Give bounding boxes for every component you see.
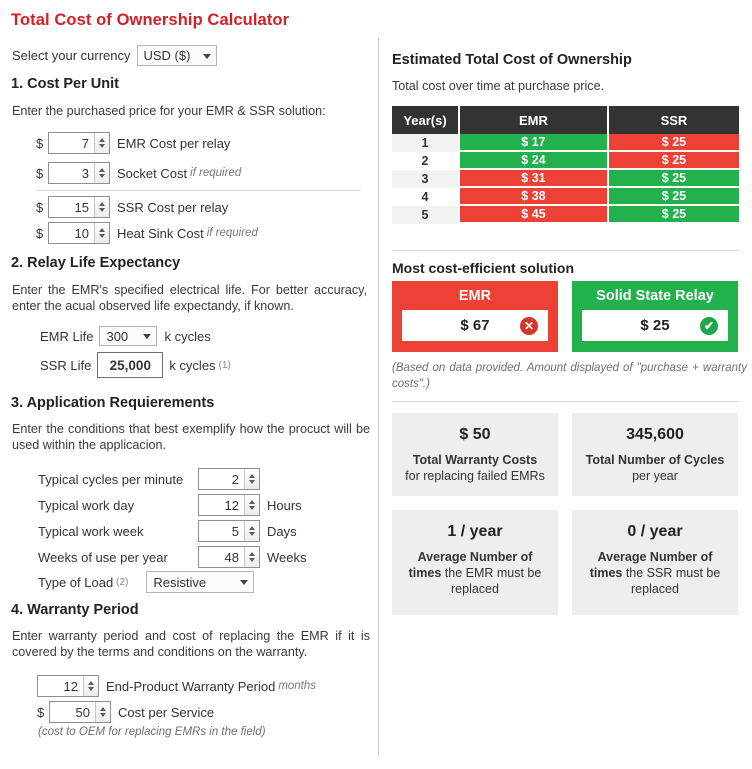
section-4-description: Enter warranty period and cost of replacing the EMR if it is covered by the terms and conditions on the warranty. <box>12 629 370 659</box>
ssr-cost-row <box>36 196 228 218</box>
stat-ssr-replacements <box>572 510 738 615</box>
work-week-label: Typical work week <box>38 523 144 539</box>
currency-symbol: $ <box>36 165 44 181</box>
heat-sink-cost-hint: if required <box>206 227 258 239</box>
stat-label-line1: Total Number of Cycles <box>585 453 725 467</box>
section-2-description: Enter the EMR's specified electrical life. For better accuracy, enter the acual observed life expectandy, if known. <box>12 283 367 313</box>
stepper-arrows[interactable] <box>244 521 259 541</box>
table-header-row <box>392 106 739 134</box>
cell-year: 1 <box>392 134 460 152</box>
stat-label-line1: Total Warranty Costs <box>412 453 538 467</box>
results-note: (Based on data provided. Amount displayed of "purchase + warranty costs".) <box>392 362 747 390</box>
stepper-arrows[interactable] <box>94 223 109 243</box>
solution-card-emr-amount-box <box>402 310 548 341</box>
solution-card-ssr <box>572 281 738 352</box>
table-row <box>392 134 739 152</box>
stepper-arrows[interactable] <box>83 676 98 696</box>
work-day-label: Typical work day <box>38 497 135 513</box>
cycles-per-minute-row <box>38 468 267 490</box>
cell-ssr: $ 25 <box>609 188 739 206</box>
stat-label-line1: Average Number of <box>597 550 713 564</box>
stepper-up-icon[interactable] <box>99 228 105 232</box>
table-row <box>392 206 739 224</box>
stat-value: 345,600 <box>626 426 684 443</box>
currency-row <box>12 45 217 66</box>
work-day-stepper[interactable] <box>198 494 260 516</box>
stepper-down-icon[interactable] <box>100 713 106 717</box>
currency-label: Select your currency <box>12 48 131 63</box>
heat-sink-cost-stepper[interactable] <box>48 222 110 244</box>
cell-emr: $ 38 <box>460 188 609 206</box>
work-week-input[interactable]: 5 <box>231 523 239 539</box>
stat-label-line1: Average Number of <box>417 550 533 564</box>
solution-cards <box>392 281 739 352</box>
work-week-stepper[interactable] <box>198 520 260 542</box>
currency-symbol: $ <box>37 704 45 720</box>
cycles-per-minute-input[interactable]: 2 <box>231 471 239 487</box>
stat-value: 0 / year <box>627 523 683 540</box>
stepper-up-icon[interactable] <box>99 168 105 172</box>
stepper-up-icon[interactable] <box>99 138 105 142</box>
table-row <box>392 170 739 188</box>
warranty-period-input[interactable]: 12 <box>63 678 78 694</box>
stat-total-cycles <box>572 413 738 496</box>
stepper-down-icon[interactable] <box>88 687 94 691</box>
section-1-divider <box>36 190 361 191</box>
solution-card-emr-amount: $ 67 <box>460 317 490 334</box>
currency-selected-value: USD ($) <box>143 48 191 63</box>
chevron-down-icon <box>143 334 151 339</box>
section-4-note: (cost to OEM for replacing EMRs in the field) <box>38 726 266 738</box>
currency-symbol: $ <box>36 135 44 151</box>
type-of-load-label: Type of Load <box>38 574 114 590</box>
results-heading: Estimated Total Cost of Ownership <box>392 52 632 68</box>
type-of-load-value: Resistive <box>153 574 207 590</box>
column-header-emr: EMR <box>460 106 609 134</box>
section-2-heading: 2. Relay Life Expectancy <box>11 255 181 271</box>
currency-symbol: $ <box>36 199 44 215</box>
stepper-arrows[interactable] <box>244 547 259 567</box>
cell-year: 5 <box>392 206 460 224</box>
solution-card-ssr-amount: $ 25 <box>640 317 670 334</box>
stat-label-line2: per year <box>632 469 678 483</box>
cell-emr: $ 31 <box>460 170 609 188</box>
check-circle-icon: ✔ <box>700 317 718 335</box>
stepper-down-icon[interactable] <box>99 234 105 238</box>
work-day-row <box>38 494 302 516</box>
stepper-up-icon[interactable] <box>249 526 255 530</box>
warranty-period-row <box>37 675 316 697</box>
table-row <box>392 188 739 206</box>
solution-heading: Most cost-efficient solution <box>392 260 574 276</box>
solution-card-ssr-amount-box <box>582 310 728 341</box>
cycles-per-minute-label: Typical cycles per minute <box>38 471 184 487</box>
stepper-down-icon[interactable] <box>99 144 105 148</box>
emr-cost-stepper[interactable] <box>48 132 110 154</box>
ssr-life-value: 25,000 <box>97 352 163 378</box>
results-subheading: Total cost over time at purchase price. <box>392 79 605 93</box>
stepper-up-icon[interactable] <box>249 552 255 556</box>
type-of-load-row <box>38 571 254 593</box>
solution-card-ssr-title: Solid State Relay <box>596 288 714 304</box>
cost-per-service-row <box>37 701 214 723</box>
type-of-load-select[interactable] <box>146 571 254 593</box>
cross-circle-icon: ✕ <box>520 317 538 335</box>
solution-card-emr <box>392 281 558 352</box>
cell-emr: $ 17 <box>460 134 609 152</box>
section-3-description: Enter the conditions that best exemplify how the procuct will be used within the applicacion. <box>12 422 370 452</box>
stat-label-line2-bold: times <box>589 566 623 580</box>
page-title: Total Cost of Ownership Calculator <box>11 11 290 29</box>
cell-ssr: $ 25 <box>609 206 739 224</box>
stat-label-line2-rest: the SSR must be replaced <box>622 566 721 596</box>
socket-cost-label: Socket Cost <box>117 165 188 181</box>
stat-value: $ 50 <box>459 426 491 443</box>
stepper-up-icon[interactable] <box>249 474 255 478</box>
cell-ssr: $ 25 <box>609 134 739 152</box>
ssr-life-row <box>40 352 231 378</box>
emr-life-row <box>40 326 211 346</box>
cell-year: 4 <box>392 188 460 206</box>
cell-ssr: $ 25 <box>609 170 739 188</box>
stepper-down-icon[interactable] <box>99 174 105 178</box>
stat-label-line2: for replacing failed EMRs <box>405 469 545 483</box>
tco-table <box>392 106 739 224</box>
warranty-period-hint: months <box>278 680 317 692</box>
heat-sink-cost-label: Heat Sink Cost <box>117 225 204 241</box>
stepper-down-icon[interactable] <box>249 480 255 484</box>
stepper-up-icon[interactable] <box>100 707 106 711</box>
stepper-down-icon[interactable] <box>249 506 255 510</box>
column-header-years: Year(s) <box>392 106 460 134</box>
stepper-arrows[interactable] <box>94 163 109 183</box>
work-day-input[interactable]: 12 <box>224 497 239 513</box>
column-header-ssr: SSR <box>609 106 739 134</box>
cost-per-service-input[interactable]: 50 <box>75 704 90 720</box>
stepper-up-icon[interactable] <box>99 202 105 206</box>
stat-label-line2 <box>580 565 730 597</box>
stepper-down-icon[interactable] <box>249 558 255 562</box>
ssr-cost-input[interactable]: 15 <box>74 199 89 215</box>
stat-label-line2-bold: times <box>408 566 442 580</box>
currency-select[interactable] <box>137 45 217 66</box>
stat-label-line2 <box>400 565 550 597</box>
cost-per-service-label: Cost per Service <box>118 704 215 720</box>
stat-total-warranty-costs <box>392 413 558 496</box>
emr-life-label: EMR Life <box>40 328 94 344</box>
weeks-per-year-label: Weeks of use per year <box>38 549 168 565</box>
stepper-down-icon[interactable] <box>249 532 255 536</box>
emr-life-unit: k cycles <box>164 328 211 344</box>
chevron-down-icon <box>203 54 211 59</box>
heat-sink-cost-input[interactable]: 10 <box>74 225 89 241</box>
currency-symbol: $ <box>36 225 44 241</box>
solution-card-emr-title: EMR <box>458 288 492 304</box>
cost-per-service-stepper[interactable] <box>49 701 111 723</box>
stat-emr-replacements <box>392 510 558 615</box>
results-panel <box>392 0 752 769</box>
stepper-up-icon[interactable] <box>88 681 94 685</box>
cell-year: 3 <box>392 170 460 188</box>
weeks-per-year-stepper[interactable] <box>198 546 260 568</box>
stats-grid <box>392 413 739 615</box>
emr-cost-label: EMR Cost per relay <box>117 135 231 151</box>
section-1-description: Enter the purchased price for your EMR & SSR solution: <box>12 104 326 118</box>
section-3-heading: 3. Application Requierements <box>11 395 215 411</box>
stat-label-line2-rest: the EMR must be replaced <box>441 566 542 596</box>
stepper-arrows[interactable] <box>94 197 109 217</box>
cell-ssr: $ 25 <box>609 152 739 170</box>
weeks-per-year-input[interactable]: 48 <box>224 549 239 565</box>
socket-cost-stepper[interactable] <box>48 162 110 184</box>
warranty-period-label: End-Product Warranty Period <box>106 678 276 694</box>
stat-value: 1 / year <box>447 523 503 540</box>
cell-emr: $ 45 <box>460 206 609 224</box>
ssr-life-unit: k cycles <box>169 357 216 373</box>
stepper-down-icon[interactable] <box>99 208 105 212</box>
work-day-unit: Hours <box>267 497 302 513</box>
emr-cost-input[interactable]: 7 <box>81 135 89 151</box>
heat-sink-cost-row <box>36 222 258 244</box>
emr-cost-row <box>36 132 230 154</box>
stepper-arrows[interactable] <box>244 469 259 489</box>
ssr-cost-stepper[interactable] <box>48 196 110 218</box>
socket-cost-input[interactable]: 3 <box>81 165 89 181</box>
emr-life-select[interactable] <box>99 326 157 346</box>
chevron-down-icon <box>240 580 248 585</box>
section-4-heading: 4. Warranty Period <box>11 602 139 618</box>
work-week-row <box>38 520 297 542</box>
stepper-arrows[interactable] <box>94 133 109 153</box>
ssr-life-label: SSR Life <box>40 357 92 373</box>
type-of-load-footnote: (2) <box>116 576 129 588</box>
warranty-period-stepper[interactable] <box>37 675 99 697</box>
panel-divider <box>378 38 379 756</box>
stepper-arrows[interactable] <box>95 702 110 722</box>
stepper-up-icon[interactable] <box>249 500 255 504</box>
section-1-heading: 1. Cost Per Unit <box>11 76 119 92</box>
socket-cost-hint: if required <box>190 167 242 179</box>
stepper-arrows[interactable] <box>244 495 259 515</box>
results-divider-1 <box>392 250 739 251</box>
cycles-per-minute-stepper[interactable] <box>198 468 260 490</box>
results-divider-2 <box>392 401 739 402</box>
ssr-life-footnote: (1) <box>218 359 231 371</box>
weeks-per-year-row <box>38 546 307 568</box>
cell-emr: $ 24 <box>460 152 609 170</box>
cell-year: 2 <box>392 152 460 170</box>
weeks-per-year-unit: Weeks <box>267 549 307 565</box>
table-row <box>392 152 739 170</box>
socket-cost-row <box>36 162 241 184</box>
work-week-unit: Days <box>267 523 297 539</box>
emr-life-value: 300 <box>106 328 129 344</box>
ssr-cost-label: SSR Cost per relay <box>117 199 229 215</box>
